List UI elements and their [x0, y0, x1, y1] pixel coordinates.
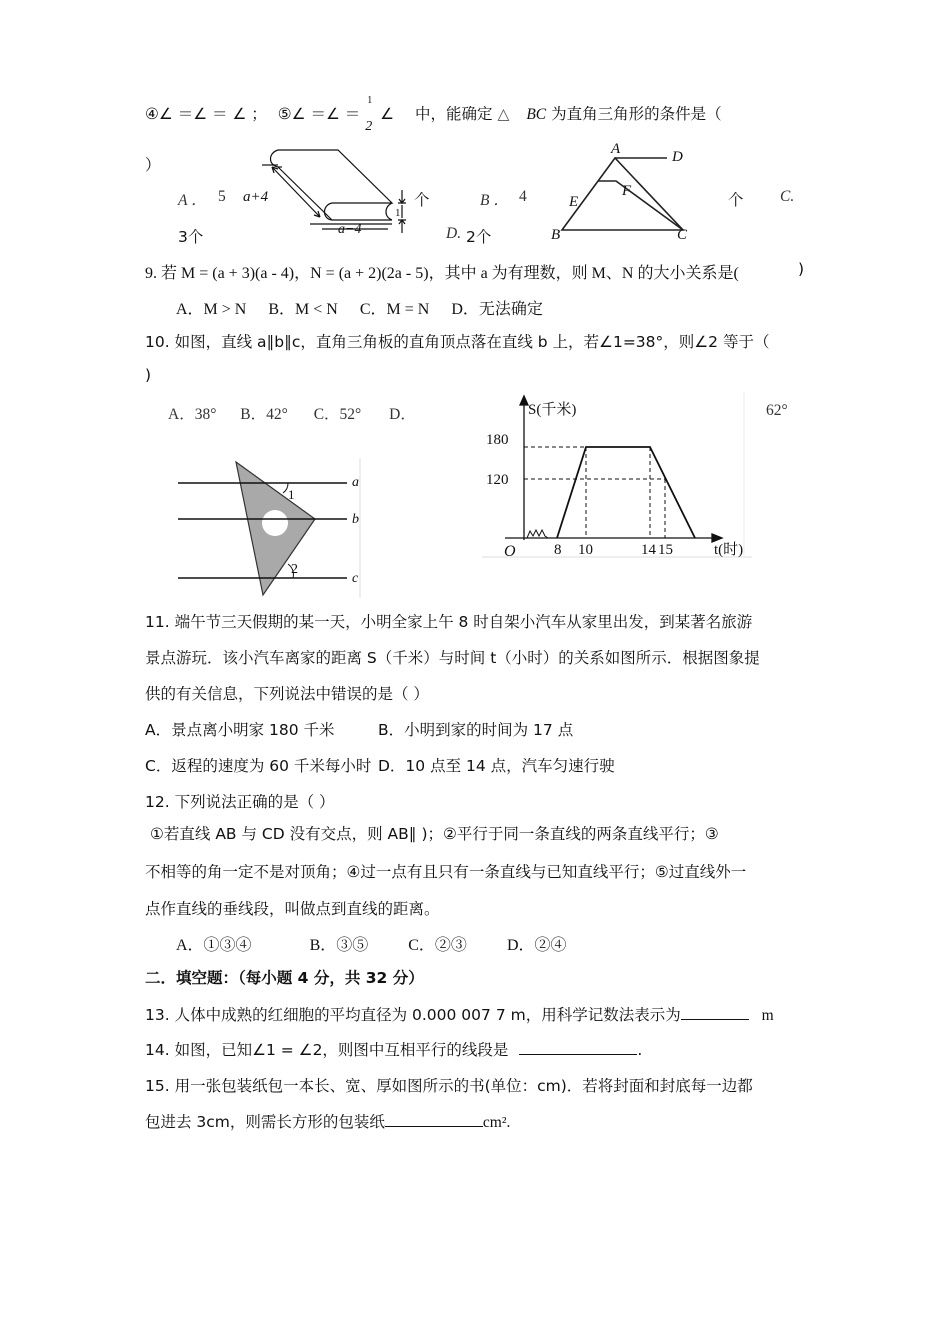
angle-2-label: 2 [291, 562, 298, 577]
q9-option-a: A．M > N [176, 301, 247, 318]
q10-option-d-value: 62° [766, 402, 788, 419]
q9-option-b: B．M < N [268, 301, 338, 318]
line-b-label: b [352, 512, 359, 527]
q15-answer-blank[interactable] [385, 1111, 483, 1128]
angle-1-label: 1 [288, 487, 295, 502]
q12-option-c: C．②③ [408, 937, 467, 954]
q15-text: 包进去 3cm，则需长方形的包装纸 [145, 1113, 385, 1131]
q8-option-c-label: C. [780, 188, 795, 205]
chart-x-tick-8: 8 [554, 542, 562, 558]
section-2-heading: 二．填空题：（每小题 4 分，共 32 分） [145, 969, 424, 987]
q8-close-paren: ） [145, 156, 161, 174]
point-b-label: B [551, 227, 561, 243]
q11-stem-line-1: 11. 端午节三天假期的某一天，小明全家上午 8 时自架小汽车从家里出发，到某著名旅游 [145, 613, 753, 631]
q8-option-a-unit: 个 [414, 191, 430, 209]
q11-option-c: C．返程的速度为 60 千米每小时 [145, 757, 372, 775]
q10-close-paren: ) [145, 366, 152, 384]
q11-stem-line-3: 供的有关信息，下列说法中错误的是（ ） [145, 685, 429, 703]
q13-unit: m [761, 1007, 774, 1024]
chart-y-tick-180: 180 [486, 432, 509, 448]
q10-option-a: A．38° [168, 406, 217, 423]
q12-statement-line-2: 不相等的角一定不是对顶角；④过一点有且只有一条直线与已知直线平行；⑤过直线外一 [145, 863, 747, 881]
q8-option-b-number: 4 [519, 188, 527, 205]
q8-option-a-label: A ． [178, 192, 207, 209]
distance-time-chart [482, 392, 752, 564]
q13-answer-blank[interactable] [681, 1004, 749, 1021]
q9-options [176, 296, 543, 319]
triangle-symbol: △ [497, 105, 510, 123]
book-figure [240, 145, 410, 240]
line-a-label: a [352, 475, 359, 490]
q12-option-d: D．②④ [506, 937, 567, 954]
q11-option-a: A．景点离小明家 180 千米 [145, 721, 335, 739]
q12-option-b: B．③⑤ [309, 937, 369, 954]
q10-stem: 10. 如图，直线 a∥b∥c，直角三角板的直角顶点落在直线 b 上，若∠1=38°，则∠2 等于（ [145, 333, 770, 351]
q14-answer-blank[interactable] [519, 1039, 637, 1056]
q8-fraction-half: 1 2 [365, 95, 373, 134]
chart-x-tick-10: 10 [578, 542, 593, 558]
q8-option-c-continued: 3个 [178, 228, 204, 246]
q9-option-d: D．无法确定 [451, 301, 543, 318]
q8-option-d-text: 2个 [466, 228, 492, 246]
point-e-label: E [569, 194, 579, 210]
chart-x-tick-14: 14 [641, 542, 656, 558]
point-d-label: D [672, 149, 683, 165]
line-c-label: c [352, 571, 359, 586]
chart-x-axis-label: t(时) [714, 542, 744, 558]
q8-option-a-number: 5 [218, 188, 226, 205]
chart-x-tick-15: 15 [658, 542, 673, 558]
q13-row [145, 1003, 774, 1025]
q10-option-b: B．42° [240, 406, 288, 423]
parallel-lines-set-square-figure [175, 458, 365, 600]
q11-option-d: D．10 点至 14 点，汽车匀速行驶 [378, 757, 615, 775]
q12-option-a: A．①③④ [176, 937, 252, 954]
q12-stem: 12. 下列说法正确的是（ ） [145, 793, 335, 811]
q15-unit: cm². [482, 1114, 511, 1131]
q15-line-1: 15. 用一张包装纸包一本长、宽、厚如图所示的书(单位：cm)．若将封面和封底每一边都 [145, 1077, 753, 1095]
q8-item5: ⑤∠ ＝∠ ＝ [277, 105, 361, 123]
q9-option-c: C．M = N [359, 301, 430, 318]
q13-text: 13. 人体中成熟的红细胞的平均直径为 0.000 007 7 m，用科学记数法表示为 [145, 1006, 681, 1024]
triangle-abcdef-figure [545, 140, 705, 245]
point-c-label: C [677, 227, 688, 243]
q8-option-d-label: D. [446, 225, 462, 242]
q8-option-b-label: B ． [480, 192, 509, 209]
q12-options [176, 932, 567, 955]
chart-y-tick-120: 120 [486, 472, 509, 488]
q14-text: 14. 如图，已知∠1 = ∠2，则图中互相平行的线段是 [145, 1041, 509, 1059]
q14-row: 14. 如图，已知∠1 = ∠2，则图中互相平行的线段是 . [145, 1038, 642, 1060]
q10-option-c: C．52° [313, 406, 362, 423]
book-width-label: a−4 [338, 222, 362, 237]
chart-origin-label: O [504, 543, 516, 560]
q9-close-paren: ) [798, 260, 805, 278]
book-length-label: a+4 [243, 189, 269, 205]
q10-options [168, 402, 416, 424]
q10-option-d: D． [389, 406, 416, 423]
q8-conditions-line: ④∠ ＝∠ ＝ ∠ ； ⑤∠ ＝∠ ＝ 1 2 ∠ 中，能确定 △ BC 为直角三角形的条件是（ [145, 95, 722, 134]
q15-row [145, 1110, 510, 1132]
book-thickness-label: 1 [395, 207, 401, 219]
q9-stem: 9. 若 M = (a + 3)(a - 4)，N = (a + 2)(2a - 5)，其中 a 为有理数，则 M、N 的大小关系是( [145, 265, 739, 282]
point-a-label: A [611, 141, 621, 157]
chart-y-axis-label: S(千米) [528, 402, 577, 418]
q12-statement-line-1: ①若直线 AB 与 CD 没有交点，则 AB∥ )；②平行于同一条直线的两条直线平行；③ [150, 825, 719, 843]
q8-item4: ④∠ ＝∠ ＝ ∠ ； [145, 105, 267, 123]
q12-statement-line-3: 点作直线的垂线段，叫做点到直线的距离。 [145, 900, 440, 918]
q11-option-b: B．小明到家的时间为 17 点 [378, 721, 574, 739]
q11-stem-line-2: 景点游玩．该小汽车离家的距离 S（千米）与时间 t（小时）的关系如图所示．根据图象提 [145, 649, 760, 667]
q8-option-b-unit: 个 [728, 191, 744, 209]
point-f-label: F [622, 183, 632, 199]
